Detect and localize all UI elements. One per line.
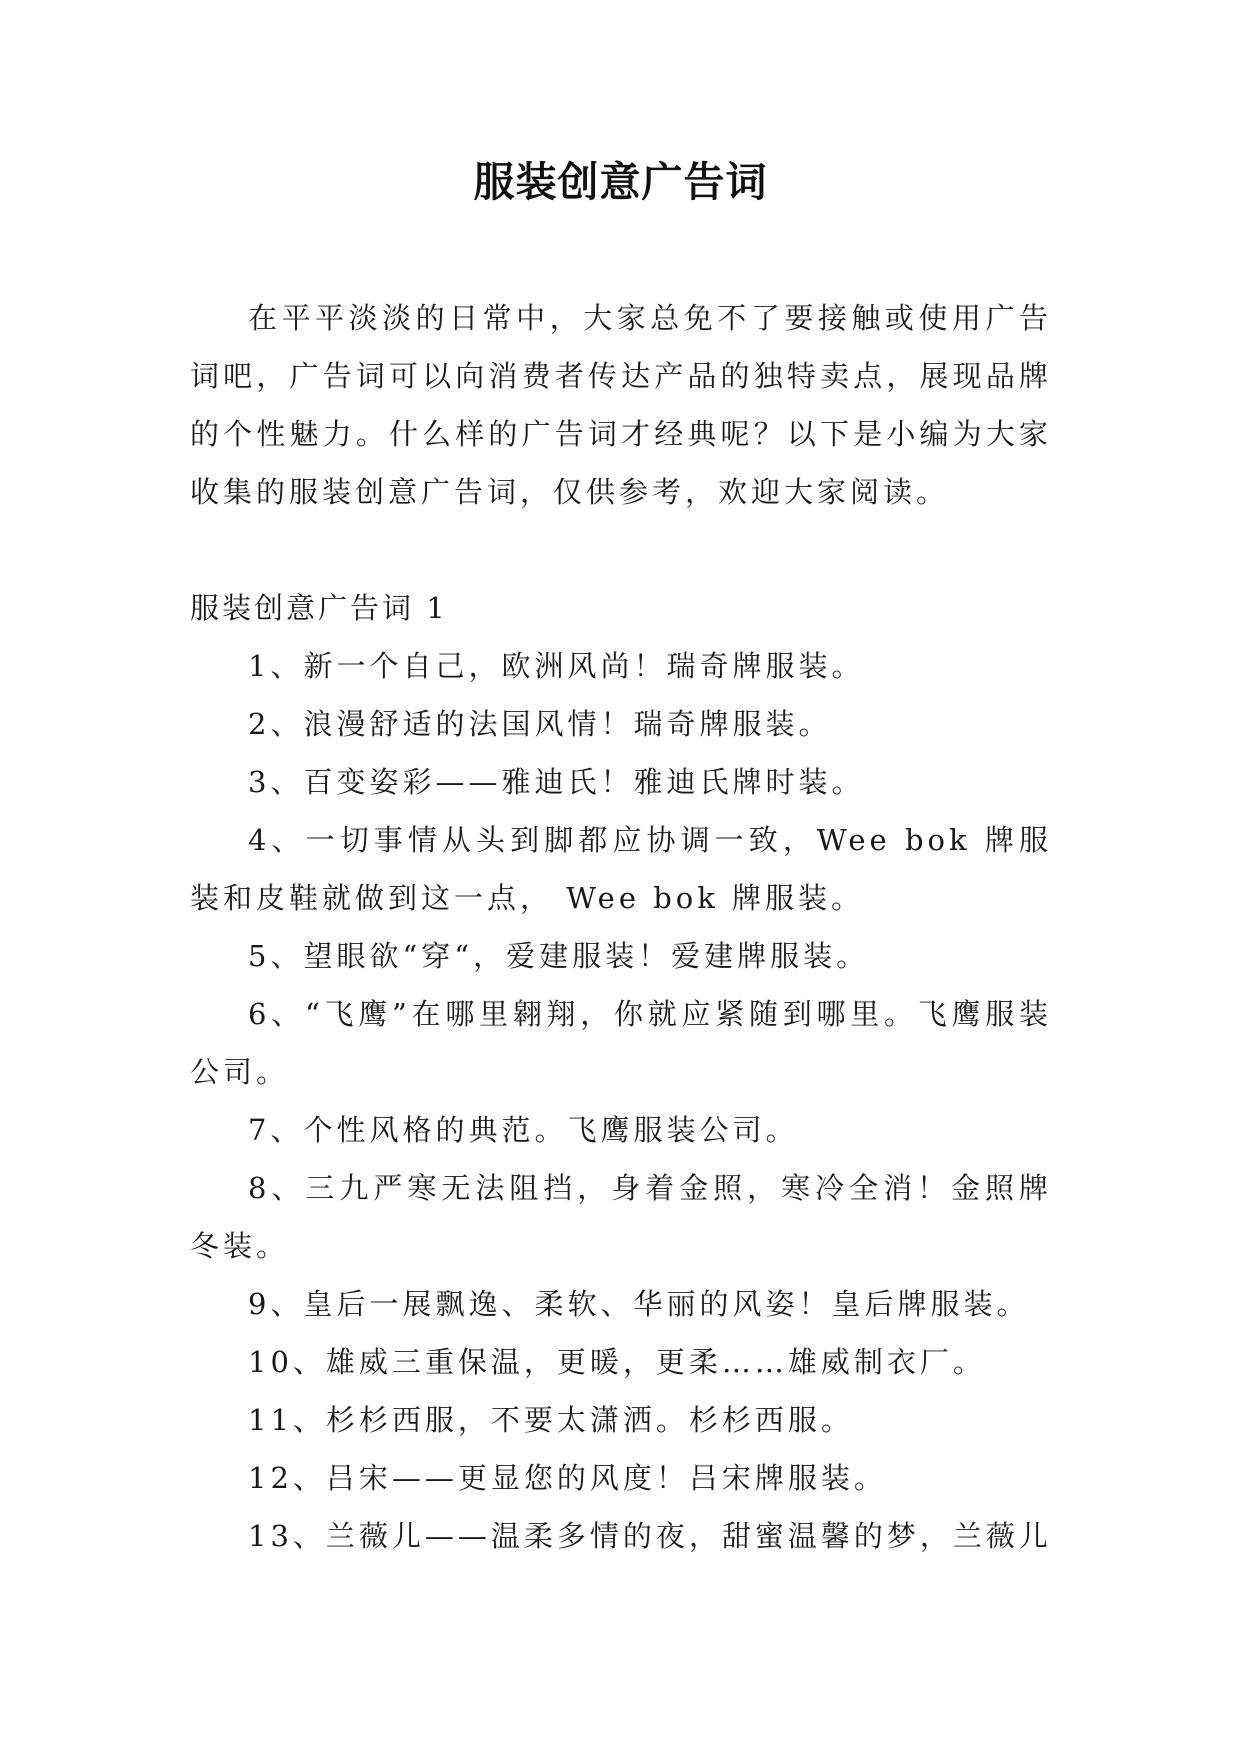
section-heading: 服装创意广告词 1: [190, 591, 448, 625]
document-body: [190, 289, 1052, 1565]
slogan-item: 9、皇后一展飘逸、柔软、华丽的风姿！皇后牌服装。: [248, 1287, 1030, 1321]
document-title: 服装创意广告词: [473, 158, 768, 206]
slogan-item: 4、一切事情从头到脚都应协调一致，Wee bok 牌服装和皮鞋就做到这一点， Wee bok 牌服装。: [190, 823, 1052, 915]
intro-paragraph: 在平平淡淡的日常中，大家总免不了要接触或使用广告词吧，广告词可以向消费者传达产品的独特卖点，展现品牌的个性魅力。什么样的广告词才经典呢？以下是小编为大家收集的服装创意广告词，仅供参考，欢迎大家阅读。: [190, 301, 1052, 509]
slogan-item: 13、兰薇儿——温柔多情的夜，甜蜜温馨的梦，兰薇儿: [248, 1519, 1052, 1553]
slogan-item: 8、三九严寒无法阻挡，身着金照，寒冷全消！金照牌冬装。: [190, 1171, 1052, 1263]
slogan-item: 6、“飞鹰”在哪里翱翔，你就应紧随到哪里。飞鹰服装公司。: [190, 997, 1052, 1089]
slogan-item: 2、浪漫舒适的法国风情！瑞奇牌服装。: [248, 707, 832, 741]
slogan-item: 5、望眼欲“穿“，爱建服装！爱建牌服装。: [248, 939, 870, 973]
slogan-item: 7、个性风格的典范。飞鹰服装公司。: [248, 1113, 799, 1147]
slogan-item: 12、吕宋——更显您的风度！吕宋牌服装。: [248, 1461, 887, 1495]
slogan-item: 1、新一个自己，欧洲风尚！瑞奇牌服装。: [248, 649, 865, 683]
slogan-item: 10、雄威三重保温，更暖，更柔……雄威制衣厂。: [248, 1345, 986, 1379]
slogan-item: 11、杉杉西服，不要太潇洒。杉杉西服。: [248, 1403, 854, 1437]
slogan-item: 3、百变姿彩——雅迪氏！雅迪氏牌时装。: [248, 765, 865, 799]
